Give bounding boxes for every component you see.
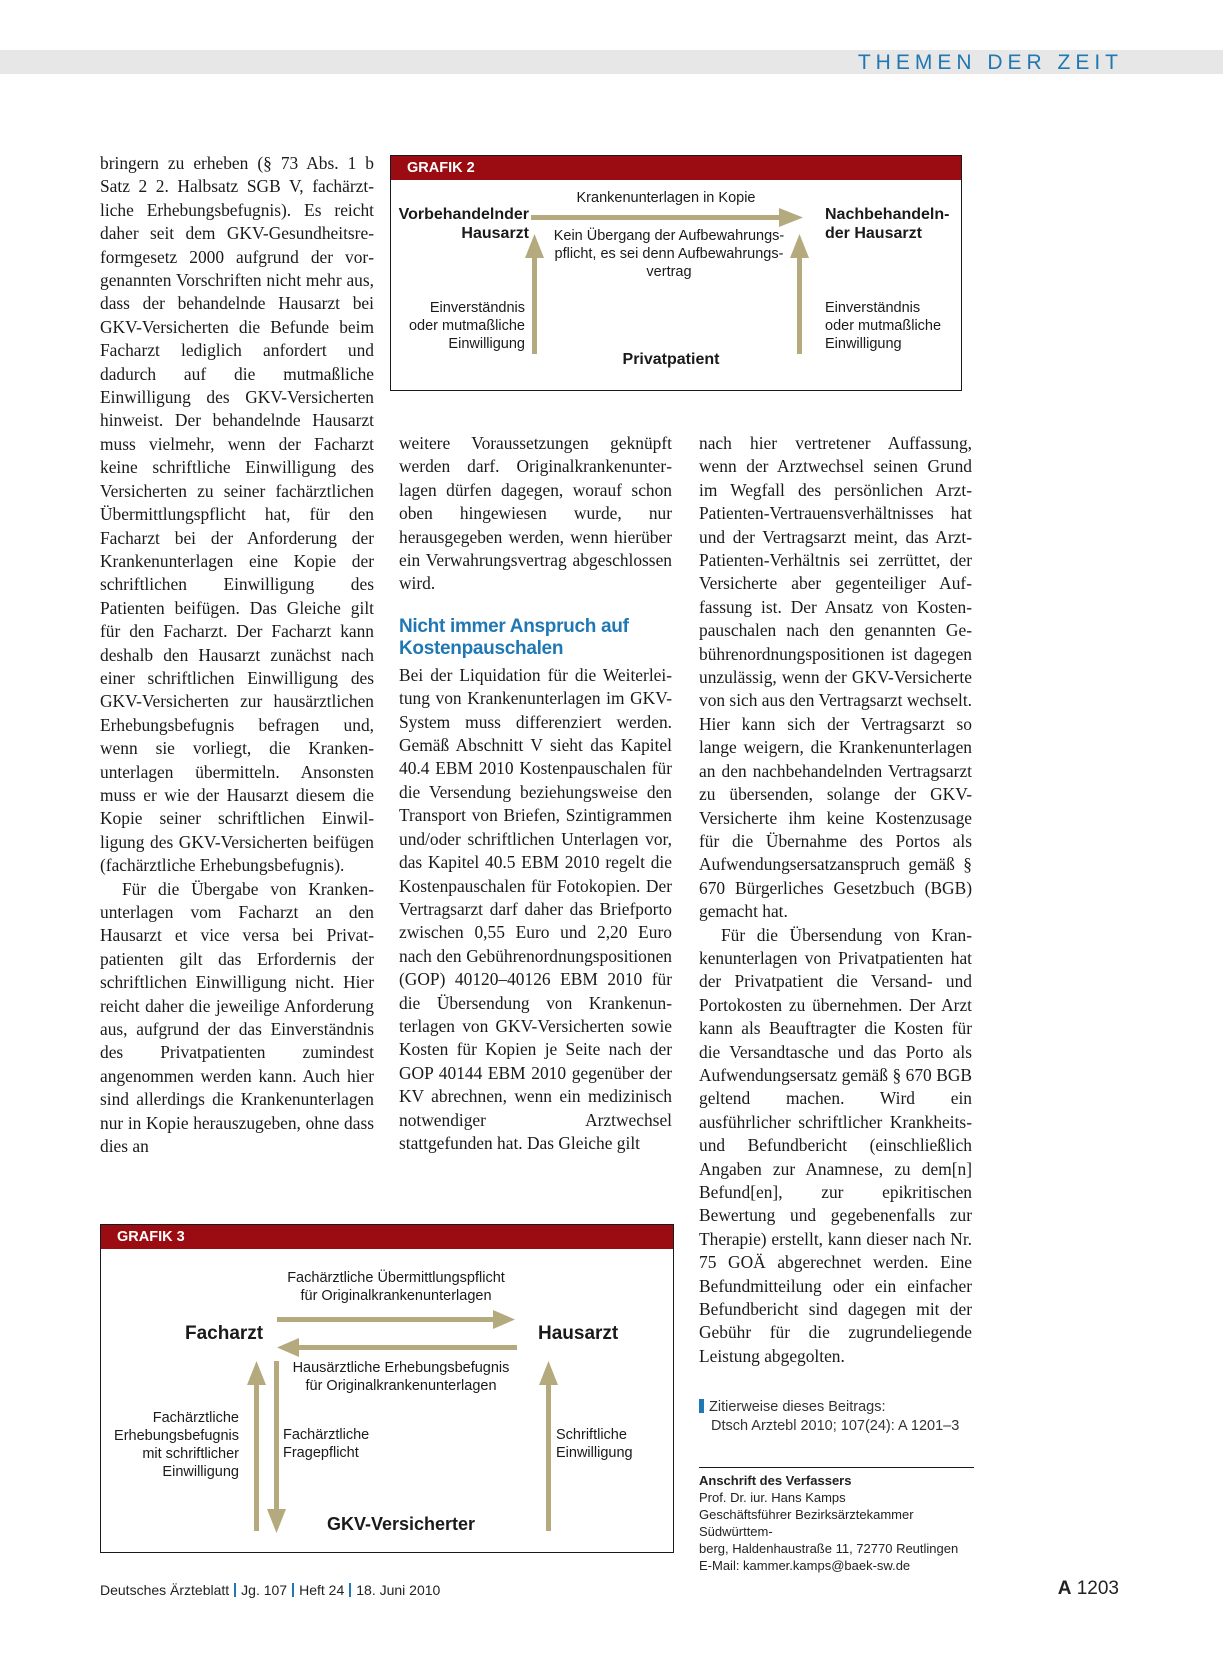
author-address: Anschrift des Verfassers Prof. Dr. iur. Hans Kamps Geschäftsführer Bezirksärztekammer Südwürttem- berg, Haldenhaustraße 11, 72770 Reutlingen E-Mail: kammer.kamps@baek-sw.de	[699, 1467, 974, 1574]
paragraph: Bei der Liquidation für die Weiterleitung von Krankenunterlagen im GKV-System muss differenziert werden. Gemäß Abschnitt V sieht das Kapitel 40.4 EBM 2010 Kostenpauschalen für die Versendung beziehungsweise den Transport von Briefen, Szintigrammen und/oder schriftlichen Unterlagen vor, das Kapitel 40.5 EBM 2010 regelt die Kostenpauschalen für Fotokopien. Der Vertragsarzt darf daher das Briefporto zwischen 0,55 Euro und 2,20 Euro nach den Gebührenordnungspositionen (GOP) 40120–40126 EBM 2010 für die Übersendung von Krankenunterlagen von GKV-Versicherten sowie Kosten für Kopien je Seite nach der GOP 40144 EBM 2010 gegenüber der KV abrechnen, wenn ein medizinisch notwendiger Arztwechsel stattgefunden hat. Das Gleiche gilt	[399, 664, 672, 1153]
node-specialist: Facharzt	[185, 1323, 264, 1344]
consent-left: Einverständnis oder mutmaßliche Einwilligung	[408, 300, 525, 352]
label-specialist-collection: Fachärztliche Erhebungsbefugnis mit schriftlicher Einwilligung	[114, 1410, 239, 1480]
node-next-gp: Nachbehandeln- der Hausarzt	[825, 206, 950, 242]
node-gp: Hausarzt	[538, 1323, 619, 1344]
node-gkv-insured: GKV-Versicherter	[326, 1514, 476, 1534]
section-title: THEMEN DER ZEIT	[857, 51, 1123, 74]
journal-name: Deutsches Ärzteblatt	[100, 1582, 230, 1598]
label-specialist-inquiry: Fachärztliche Fragepflicht	[283, 1427, 370, 1461]
figure-grafik-3	[100, 1224, 674, 1553]
arrow-label-transfer-duty: Fachärztliche Übermittlungspflicht für Originalkrankenunterlagen	[287, 1270, 505, 1304]
figure-title: GRAFIK 2	[391, 156, 961, 180]
citation: Zitierweise dieses Beitrags: Dtsch Arztebl 2010; 107(24): A 1201–3	[699, 1398, 974, 1436]
text-column-1	[100, 152, 374, 1158]
arrow-label-copies: Krankenunterlagen in Kopie	[576, 190, 756, 206]
paragraph: Für die Übergabe von Krankenunterlagen vom Facharzt an den Hausarzt et vice versa bei Privatpatienten gilt das Erfordernis der schriftlichen Einwilligung nicht. Hier reicht daher die jeweilige Anforderung aus, aufgrund der das Einverständnis des Privatpatienten zumindest angenommen werden kann. Auch hier sind allerdings die Krankenunterlagen nur in Kopie herauszugeben, ohne dass dies an	[100, 878, 374, 1157]
node-previous-gp: Vorbehandelnder Hausarzt	[398, 206, 529, 242]
text-column-2	[399, 432, 672, 1155]
paragraph: nach hier vertretener Auffassung, wenn der Arztwechsel seinen Grund im Wegfall des persönlichen Arzt-Patienten-Vertrauensverhältnisses hat und der Vertragsarzt meint, das Arzt-Patienten-Verhältnis sei zerrüttet, der Versicherte aber gegenteiliger Auffassung ist. Der Ansatz von Kostenpauschalen nach den genannten Gebührenordnungspositionen ist dagegen unzulässig, wenn der GKV-Versicherte von sich aus den Vertragsarzt wechselt. Hier kann sich der Vertragsarzt so lange weigern, die Krankenunterlagen an den nachbehandelnden Vertragsarzt zu übersenden, solange der GKV-Versicherte ihm keine Kostenzusage für die Übernahme des Portos als Aufwendungsersatzanspruch gemäß § 670 Bürgerliches Gesetzbuch (BGB) gemacht hat.	[699, 433, 973, 922]
note-retention: Kein Übergang der Aufbewahrungs- pflicht, es sei denn Aufbewahrungs- vertrag	[553, 228, 785, 280]
citation-marker-icon	[699, 1399, 704, 1413]
date: 18. Juni 2010	[356, 1582, 441, 1598]
volume: Jg. 107	[241, 1582, 288, 1598]
arrow-label-collection-right: Hausärztliche Erhebungsbefugnis für Originalkrankenunterlagen	[292, 1360, 510, 1394]
paragraph: Für die Übersendung von Krankenunterlagen von Privatpatienten hat der Privatpatient die Versand- und Portokosten zu übernehmen. Der Arzt kann als Beauftragter die Kosten für die Versandtasche und das Porto als Aufwendungsersatz gemäß § 670 BGB geltend machen. Wird ein ausführlicher schriftlicher Krankheits- und Befundbericht (einschließlich Angaben zur Anamnese, zu dem[n] Befund[en], zur epikritischen Bewertung und gegebenenfalls zur Therapie) erstellt, kann dieser nach Nr. 75 GOÄ abgerechnet werden. Eine Befundmitteilung oder ein einfacher Befundbericht sind dagegen mit der Gebühr für die zugrundeliegende Leistung abgegolten.	[699, 924, 972, 1366]
label-written-consent: Schriftliche Einwilligung	[556, 1427, 633, 1461]
node-private-patient: Privatpatient	[622, 351, 720, 368]
paragraph: weitere Voraussetzungen geknüpft werden darf. Originalkrankenunterlagen dürfen dagegen, worauf schon oben hingewiesen wurde, nur herausgegeben werden, wenn hierüber ein Verwahrungsvertrag abgeschlossen wird.	[399, 433, 672, 594]
figure-grafik-2	[390, 155, 962, 391]
paragraph: bringern zu erheben (§ 73 Abs. 1 b Satz 2 2. Halbsatz SGB V, fachärztliche Erhebungsbefugnis). Es reicht daher seit dem GKV-Gesundheitsreformgesetz 2000 aufgrund der vorgenannten Vorschriften nicht mehr aus, dass der behandelnde Hausarzt bei GKV-Versicherten die Befunde beim Facharzt lediglich anfordert und dadurch auf die mutmaßliche Einwilligung des GKV-Versicherten hinweist. Der behandelnde Hausarzt muss vielmehr, wenn der Facharzt keine schriftliche Einwilligung des Versicherten zu seiner fachärztlichen Übermittlungspflicht hat, für den Facharzt bei der Anforderung der Krankenunterlagen eine Kopie der schriftlichen Einwilligung des Patienten beifügen. Das Gleiche gilt für den Facharzt. Der Facharzt kann deshalb den Hausarzt zunächst nach einer schriftlichen Einwilligung des GKV-Versicherten zur hausärztlichen Erhebungsbefugnis befragen und, wenn sie vorliegt, die Krankenunterlagen übermitteln. Ansonsten muss er wie der Hausarzt diesem die Kopie seiner schriftlichen Einwilligung des GKV-Versicherten beifügen (fachärztliche Erhebungsbefugnis).	[100, 153, 374, 876]
consent-right: Einverständnis oder mutmaßliche Einwilligung	[825, 300, 942, 352]
figure-title: GRAFIK 3	[101, 1225, 673, 1249]
text-column-3	[699, 432, 972, 1368]
page-number: A 1203	[1057, 1578, 1119, 1599]
issue: Heft 24	[299, 1582, 345, 1598]
footer	[100, 1582, 440, 1598]
subheading: Nicht immer Anspruch auf Kostenpauschalen	[399, 615, 629, 659]
